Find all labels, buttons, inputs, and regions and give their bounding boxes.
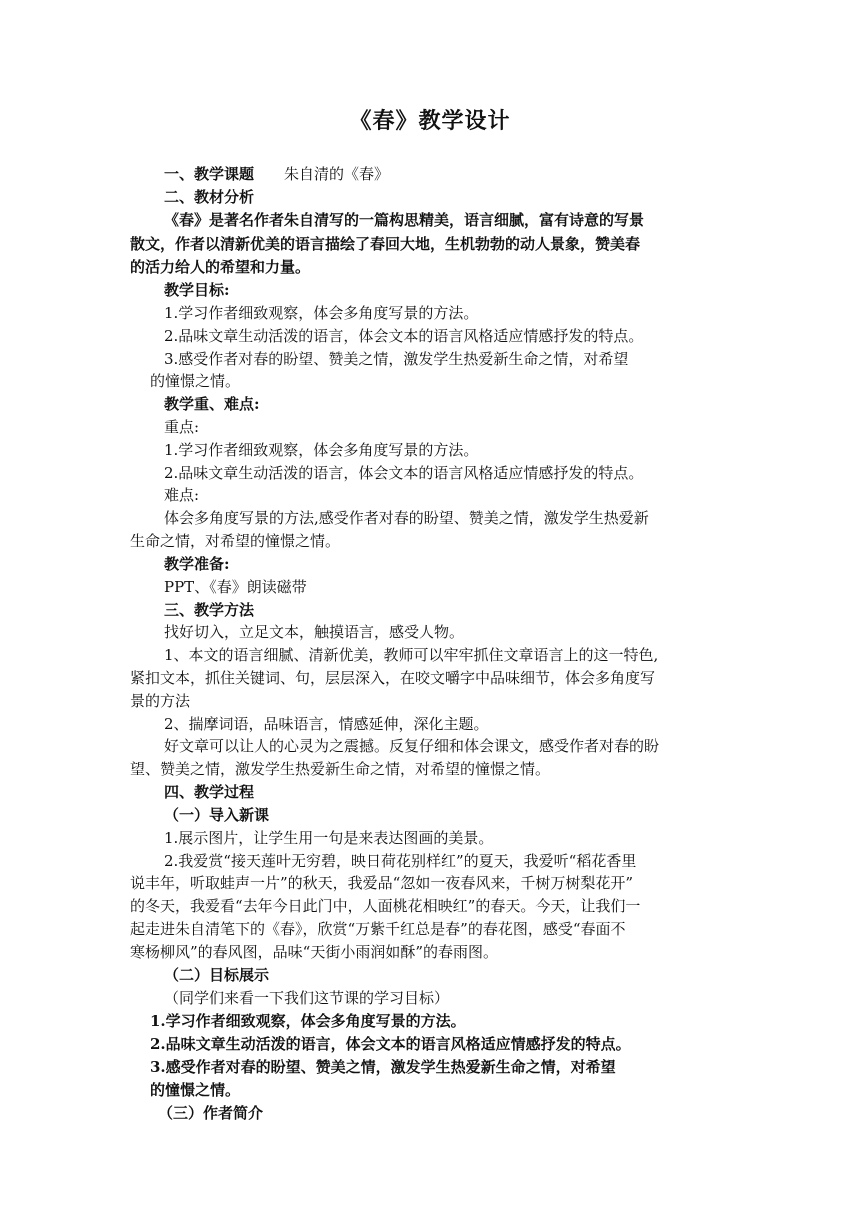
doc-title: 《春》教学设计	[349, 108, 511, 134]
prep-heading: 教学准备:	[164, 555, 230, 573]
intro-line: 起走进朱自清笔下的《春》，欣赏“万紫千红总是春”的春花图，感受“春面不	[130, 920, 626, 938]
goals-intro: （同学们来看一下我们这节课的学习目标）	[164, 989, 450, 1007]
method-line: 2、揣摩词语，品味语言，情感延伸，深化主题。	[164, 715, 489, 733]
key-item: 2.品味文章生动活泼的语言，体会文本的语言风格适应情感抒发的特点。	[164, 464, 644, 482]
method-line: 好文章可以让人的心灵为之震撼。反复仔细和体会课文，感受作者对春的盼	[164, 737, 660, 755]
difficulty-line: 体会多角度写景的方法,感受作者对春的盼望、赞美之情，激发学生热爱新	[164, 509, 649, 527]
subsection-heading-3: （三）作者简介	[158, 1104, 264, 1122]
goal-item: 3.感受作者对春的盼望、赞美之情，激发学生热爱新生命之情，对希望	[164, 350, 629, 368]
section-heading-3: 三、教学方法	[164, 601, 255, 619]
topic-label: 一、教学课题	[164, 165, 255, 183]
topic-line	[164, 164, 764, 184]
key-difficult-heading: 教学重、难点:	[164, 395, 260, 413]
display-goal-item: 2.品味文章生动活泼的语言，体会文本的语言风格适应情感抒发的特点。	[150, 1035, 631, 1053]
prep-text: PPT、《春》朗读磁带	[164, 578, 307, 596]
intro-line: 的冬天，我爱看“去年今日此门中，人面桃花相映红”的春天。今天，让我们一	[130, 897, 641, 915]
method-line: 找好切入，立足文本，触摸语言，感受人物。	[164, 623, 465, 641]
intro-line: 寒杨柳风”的春风图，品味“天街小雨润如酥”的春雨图。	[130, 943, 499, 961]
method-line: 望、赞美之情，激发学生热爱新生命之情，对希望的憧憬之情。	[130, 760, 551, 778]
intro-line: 2.我爱赏“接天莲叶无穷碧，映日荷花别样红”的夏天，我爱听“稻花香里	[164, 852, 637, 870]
display-goal-item: 1.学习作者细致观察，体会多角度写景的方法。	[150, 1012, 466, 1030]
difficulty-line: 生命之情，对希望的憧憬之情。	[130, 532, 341, 550]
paragraph-line: 的活力给人的希望和力量。	[130, 258, 311, 276]
subsection-heading-2: （二）目标展示	[164, 966, 270, 984]
method-line: 景的方法	[130, 692, 191, 710]
display-goal-item: 的憧憬之情。	[150, 1081, 241, 1099]
intro-line: 说丰年，听取蛙声一片”的秋天，我爱品“忽如一夜春风来，千树万树梨花开”	[130, 874, 634, 892]
intro-line: 1.展示图片，让学生用一句是来表达图画的美景。	[164, 829, 494, 847]
section-heading-4: 四、教学过程	[164, 783, 255, 801]
goal-item: 2.品味文章生动活泼的语言，体会文本的语言风格适应情感抒发的特点。	[164, 327, 644, 345]
display-goal-item: 3.感受作者对春的盼望、赞美之情，激发学生热爱新生命之情，对希望	[150, 1058, 616, 1076]
method-line: 紧扣文本，抓住关键词、句，层层深入，在咬文嚼字中品味细节，体会多角度写	[130, 669, 656, 687]
goal-item: 1.学习作者细致观察，体会多角度写景的方法。	[164, 304, 479, 322]
difficulty-label: 难点:	[164, 486, 200, 504]
paragraph-line: 散文，作者以清新优美的语言描绘了春回大地，生机勃勃的动人景象，赞美春	[130, 235, 641, 253]
topic-value: 朱自清的《春》	[284, 165, 390, 183]
goal-item: 的憧憬之情。	[150, 372, 241, 390]
key-label: 重点:	[164, 418, 200, 436]
paragraph-line: 《春》是著名作者朱自清写的一篇构思精美，语言细腻，富有诗意的写景	[164, 211, 645, 229]
section-heading-2: 二、教材分析	[164, 188, 255, 206]
subsection-heading-1: （一）导入新课	[164, 806, 270, 824]
method-line: 1、本文的语言细腻、清新优美，教师可以牢牢抓住文章语言上的这一特色,	[164, 646, 659, 664]
goals-heading: 教学目标:	[164, 281, 230, 299]
key-item: 1.学习作者细致观察，体会多角度写景的方法。	[164, 441, 479, 459]
